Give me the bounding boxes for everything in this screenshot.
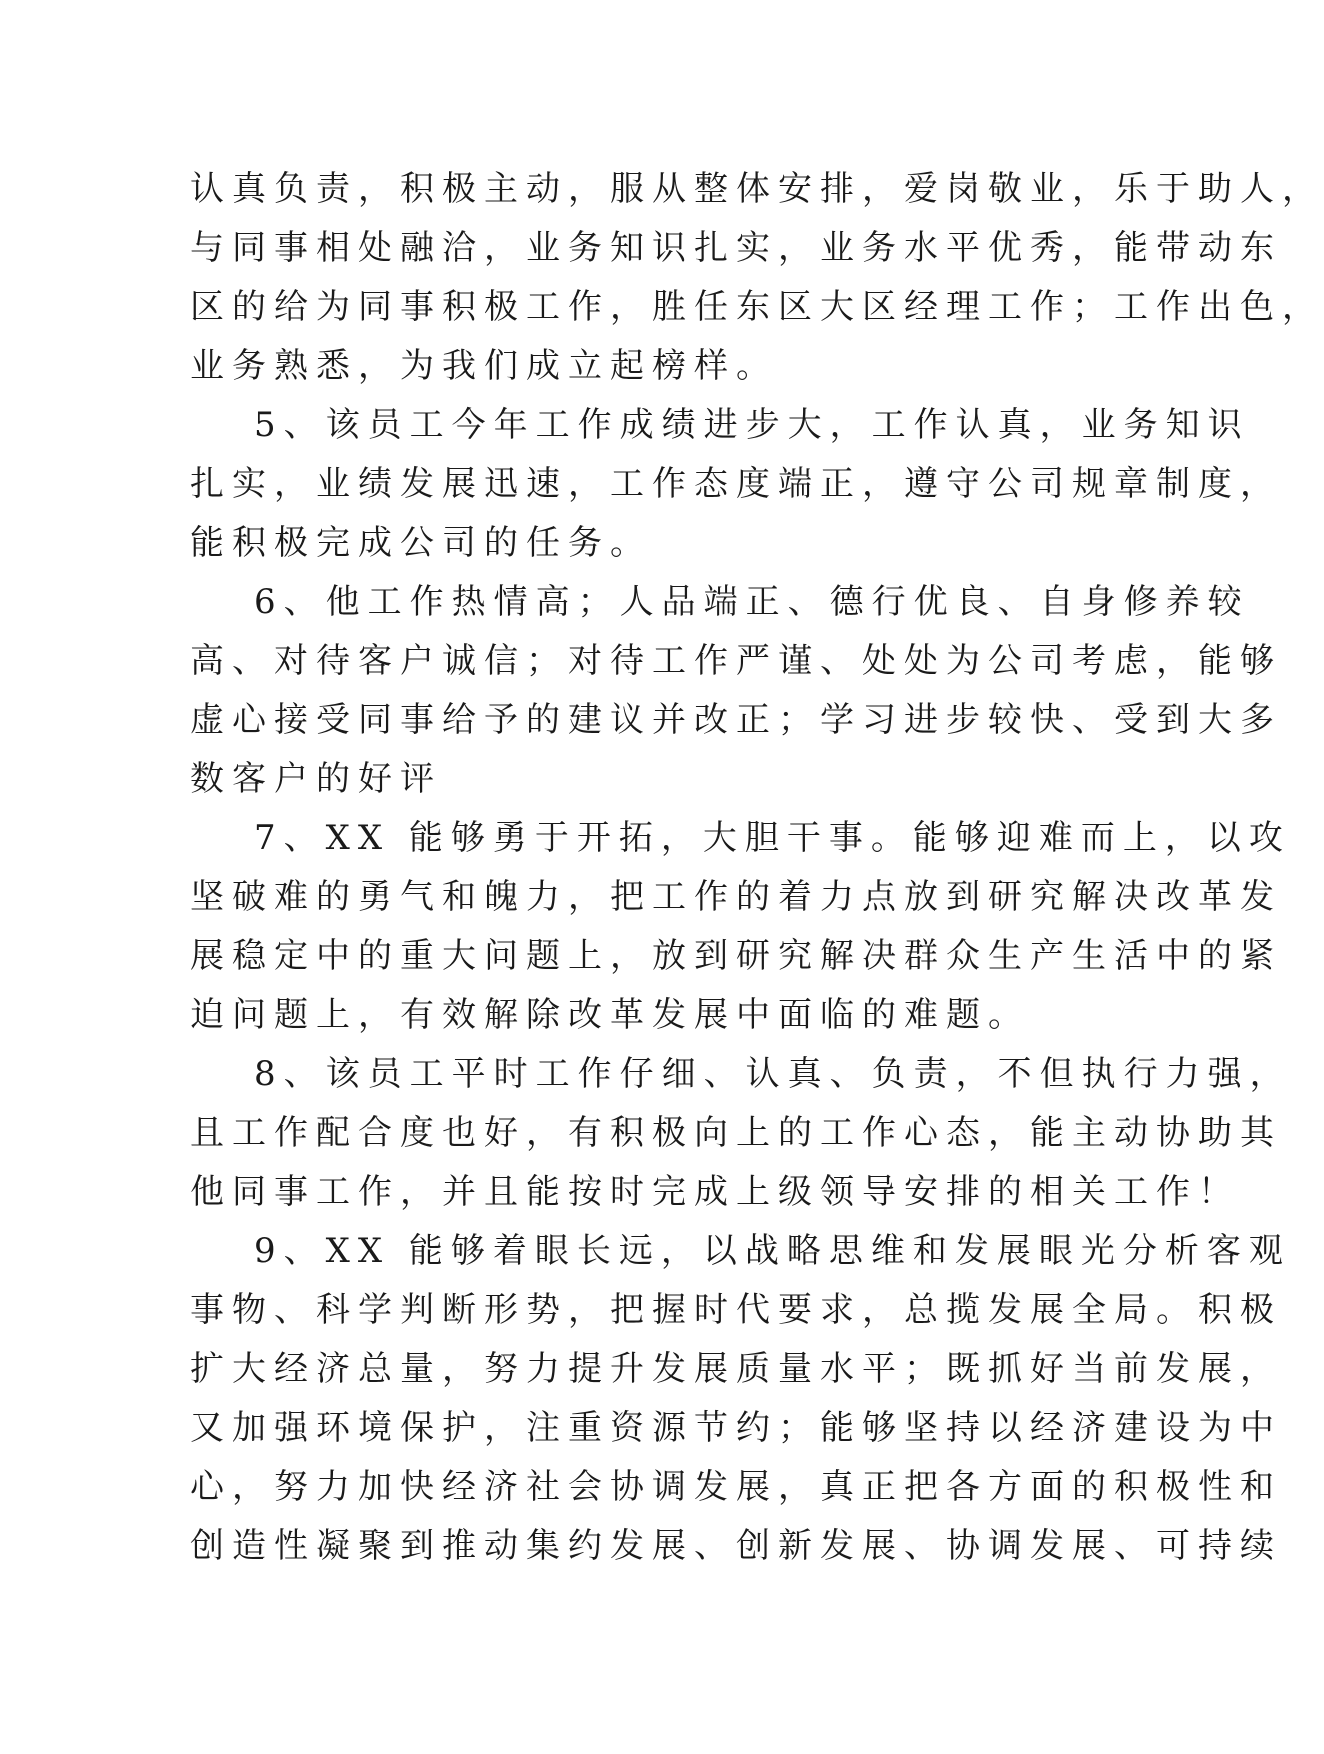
- text-line: 心，努力加快经济社会协调发展，真正把各方面的积极性和: [190, 1467, 1282, 1507]
- text-line: 创造性凝聚到推动集约发展、创新发展、协调发展、可持续: [190, 1526, 1282, 1566]
- text-line: 扎实，业绩发展迅速，工作态度端正，遵守公司规章制度，: [190, 464, 1282, 504]
- paragraph-9-start: 9、XX 能够着眼长远，以战略思维和发展眼光分析客观: [254, 1231, 1291, 1271]
- text-line: 事物、科学判断形势，把握时代要求，总揽发展全局。积极: [190, 1290, 1282, 1330]
- text-line: 虚心接受同事给予的建议并改正；学习进步较快、受到大多: [190, 700, 1282, 740]
- text-line: 又加强环境保护，注重资源节约；能够坚持以经济建设为中: [190, 1408, 1282, 1448]
- text-line: 能积极完成公司的任务。: [190, 523, 652, 563]
- text-line: 认真负责，积极主动，服从整体安排，爱岗敬业，乐于助人，: [190, 169, 1324, 209]
- text-line: 且工作配合度也好，有积极向上的工作心态，能主动协助其: [190, 1113, 1282, 1153]
- text-line: 数客户的好评: [190, 759, 442, 799]
- text-line: 与同事相处融洽，业务知识扎实，业务水平优秀，能带动东: [190, 228, 1282, 268]
- text-line: 高、对待客户诚信；对待工作严谨、处处为公司考虑，能够: [190, 641, 1282, 681]
- text-line: 扩大经济总量，努力提升发展质量水平；既抓好当前发展，: [190, 1349, 1282, 1389]
- text-line: 区的给为同事积极工作，胜任东区大区经理工作；工作出色，: [190, 287, 1324, 327]
- paragraph-6-start: 6、他工作热情高；人品端正、德行优良、自身修养较: [254, 582, 1250, 622]
- text-line: 坚破难的勇气和魄力，把工作的着力点放到研究解决改革发: [190, 877, 1282, 917]
- text-line: 展稳定中的重大问题上，放到研究解决群众生产生活中的紧: [190, 936, 1282, 976]
- paragraph-7-start: 7、XX 能够勇于开拓，大胆干事。能够迎难而上，以攻: [254, 818, 1291, 858]
- paragraph-8-start: 8、该员工平时工作仔细、认真、负责，不但执行力强，: [254, 1054, 1292, 1094]
- text-line: 业务熟悉，为我们成立起榜样。: [190, 346, 778, 386]
- paragraph-5-start: 5、该员工今年工作成绩进步大，工作认真，业务知识: [254, 405, 1250, 445]
- text-line: 他同事工作，并且能按时完成上级领导安排的相关工作！: [190, 1172, 1240, 1212]
- text-line: 迫问题上，有效解除改革发展中面临的难题。: [190, 995, 1030, 1035]
- document-body: [190, 160, 1324, 1576]
